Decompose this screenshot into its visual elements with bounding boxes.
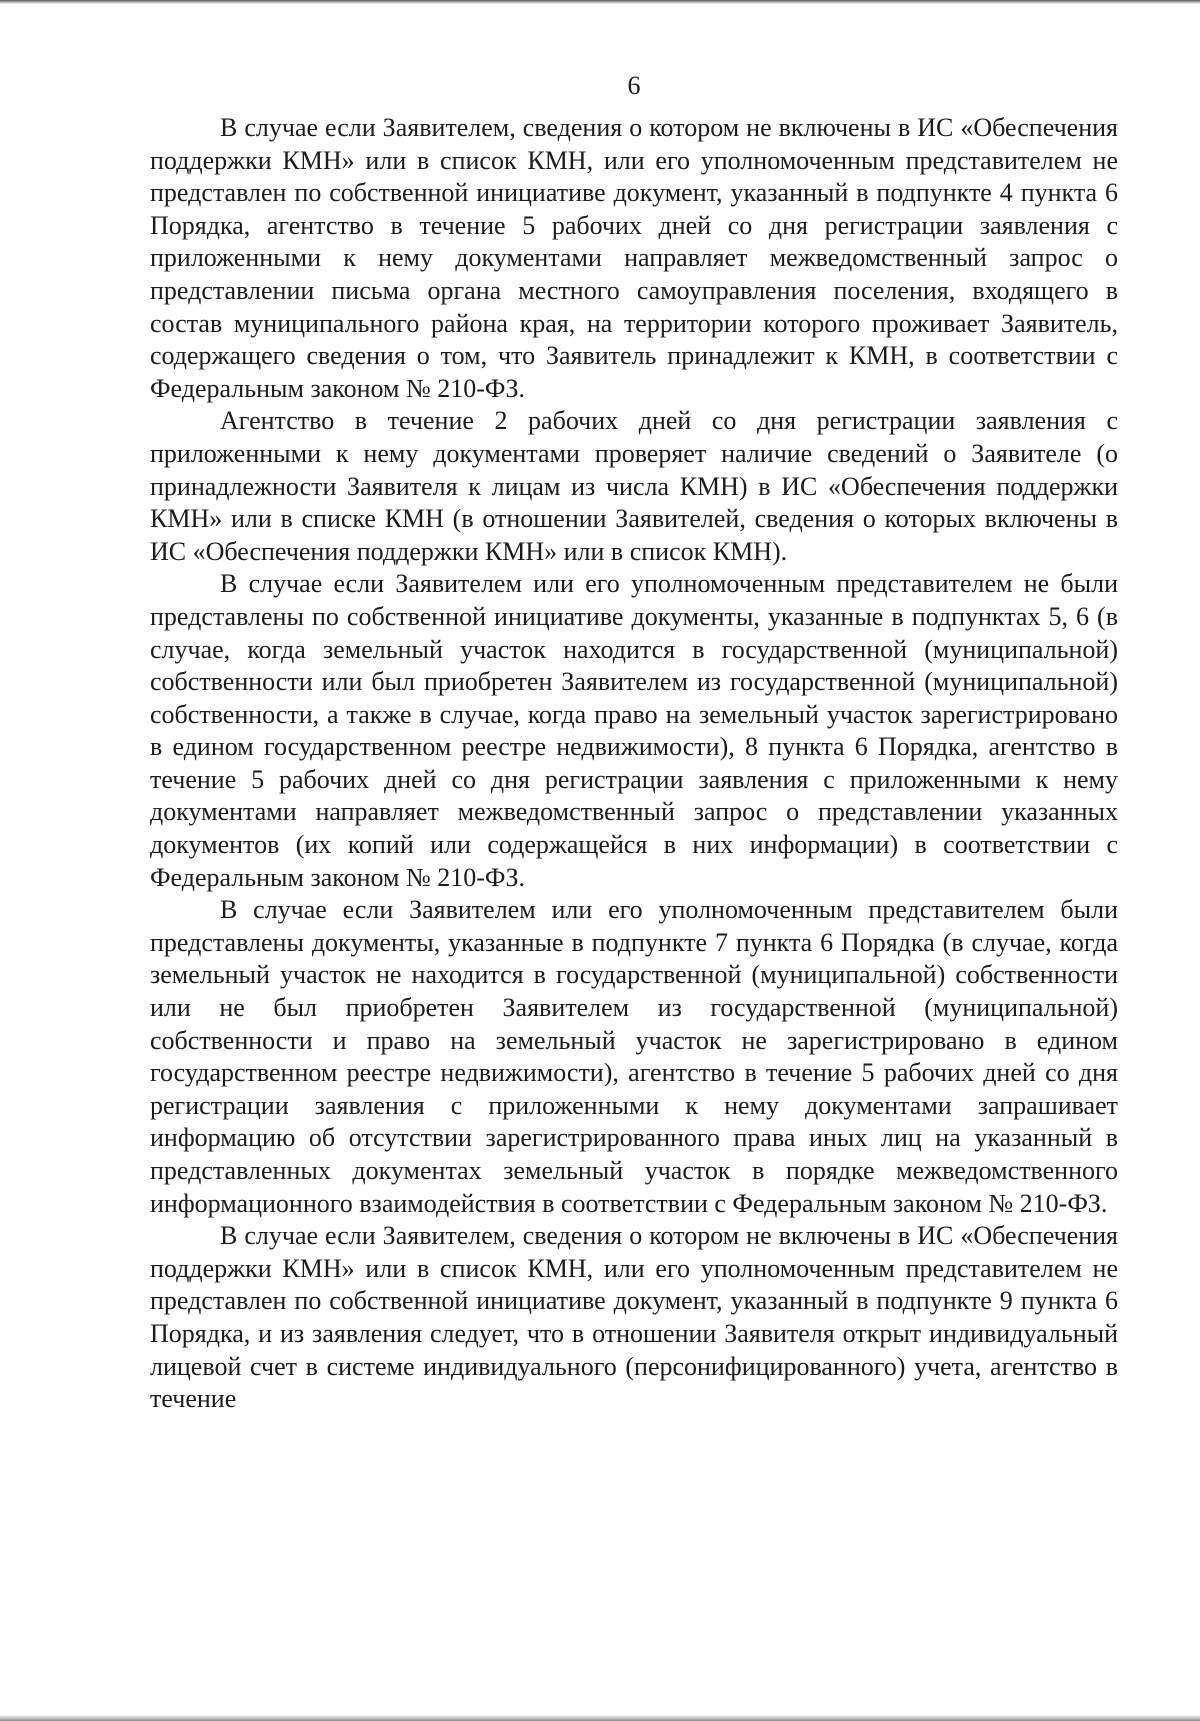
scan-edge-top xyxy=(0,0,1200,4)
page-number: 6 xyxy=(627,71,641,100)
paragraph-2: Агентство в течение 2 рабочих дней со дня регистрации заявления с приложенными к нему документами проверяет наличие сведений о Заявителе (о принадлежности Заявителя к лицам из числа КМН) в ИС «Обеспечения поддержки КМН» или в списке КМН (в отношении Заявителей, сведения о которых включены в ИС «Обеспечения поддержки КМН» или в список КМН). xyxy=(150,406,1118,566)
paragraph-1: В случае если Заявителем, сведения о котором не включены в ИС «Обеспечения поддержки КМН» или в список КМН, или его уполномоченным представителем не представлен по собственной инициативе документ, указанный в подпункте 4 пункта 6 Порядка, агентство в течение 5 рабочих дней со дня регистрации заявления с приложенными к нему документами направляет межведомственный запрос о представлении письма органа местного самоуправления поселения, входящего в состав муниципального района края, на территории которого проживает Заявитель, содержащего сведения о том, что Заявитель принадлежит к КМН, в соответствии с Федеральным законом № 210-ФЗ. xyxy=(150,113,1118,403)
paragraph-4: В случае если Заявителем или его уполномоченным представителем были представлены документы, указанные в подпункте 7 пункта 6 Порядка (в случае, когда земельный участок не находится в государственной (муниципальной) собственности или не был приобретен Заявителем из государственной (муниципальной) собственности и право на земельный участок не зарегистрировано в едином государственном реестре недвижимости), агентство в течение 5 рабочих дней со дня регистрации заявления с приложенными к нему документами запрашивает информацию об отсутствии зарегистрированного права иных лиц на указанный в представленных документах земельный участок в порядке межведомственного информационного взаимодействия в соответствии с Федеральным законом № 210-ФЗ. xyxy=(150,895,1118,1218)
paragraph-3: В случае если Заявителем или его уполномоченным представителем не были представлены по собственной инициативе документы, указанные в подпунктах 5, 6 (в случае, когда земельный участок находится в государственной (муниципальной) собственности или был приобретен Заявителем из государственной (муниципальной) собственности, а также в случае, когда право на земельный участок зарегистрировано в едином государственном реестре недвижимости), 8 пункта 6 Порядка, агентство в течение 5 рабочих дней со дня регистрации заявления с приложенными к нему документами направляет межведомственный запрос о представлении указанных документов (их копий или содержащейся в них информации) в соответствии с Федеральным законом № 210-ФЗ. xyxy=(150,569,1118,892)
paragraph-5: В случае если Заявителем, сведения о котором не включены в ИС «Обеспечения поддержки КМН» или в список КМН, или его уполномоченным представителем не представлен по собственной инициативе документ, указанный в подпункте 9 пункта 6 Порядка, и из заявления следует, что в отношении Заявителя открыт индивидуальный лицевой счет в системе индивидуального (персонифицированного) учета, агентство в течение xyxy=(150,1221,1118,1414)
document-page xyxy=(150,70,1118,1416)
scan-edge-bottom xyxy=(0,1715,1200,1721)
